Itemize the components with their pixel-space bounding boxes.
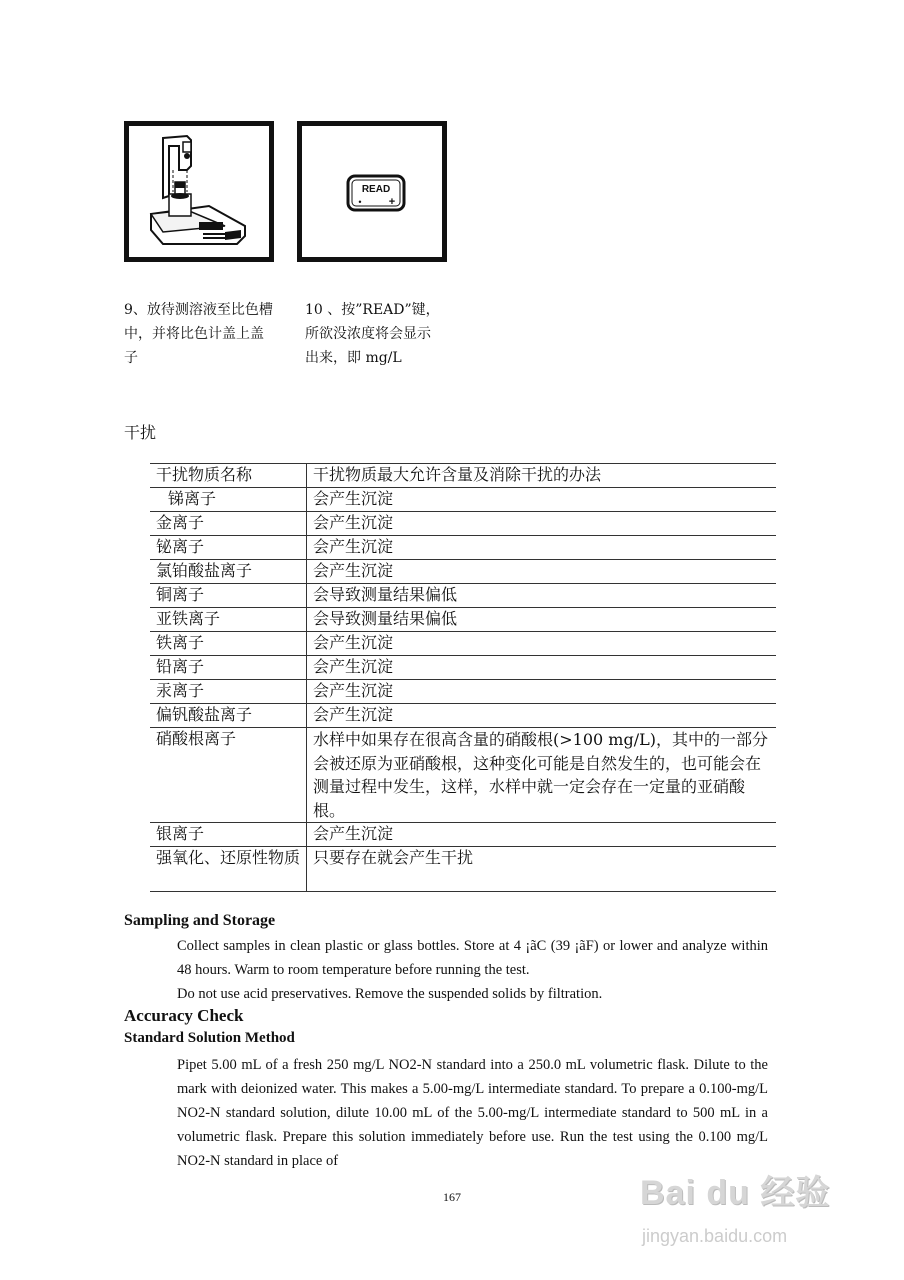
table-row bbox=[150, 632, 776, 656]
accuracy-subtitle: Standard Solution Method bbox=[124, 1030, 295, 1046]
substance-name: 偏钒酸盐离子 bbox=[150, 704, 307, 728]
caption-line: 子 bbox=[124, 350, 138, 366]
sampling-paragraph-2: Do not use acid preservatives. Remove the suspended solids by filtration. bbox=[177, 986, 603, 1002]
minus-dot-icon: • bbox=[358, 197, 362, 207]
table-row bbox=[150, 584, 776, 608]
table-row bbox=[150, 728, 776, 823]
colorimeter-illustration bbox=[129, 126, 269, 257]
table-row bbox=[150, 512, 776, 536]
table-row bbox=[150, 560, 776, 584]
interference-title: 干扰 bbox=[124, 423, 157, 442]
header-cell: 干扰物质最大允许含量及消除干扰的办法 bbox=[307, 464, 777, 488]
page-number: 167 bbox=[443, 1190, 461, 1204]
caption-line: 10 、按”READ”键， bbox=[305, 302, 440, 318]
substance-name: 强氧化、还原性物质 bbox=[150, 847, 307, 892]
interference-table bbox=[150, 463, 776, 892]
figure-read-button bbox=[297, 121, 447, 262]
watermark-url: jingyan.baidu.com bbox=[642, 1226, 788, 1246]
substance-desc: 水样中如果存在很高含量的硝酸根(>100 mg/L)，其中的一部分会被还原为亚硝酸根，这种变化可能是自然发生的，也可能会在测量过程中发生，这样，水样中就一定会存在一定量的亚硝酸根。 bbox=[307, 728, 777, 823]
table-row bbox=[150, 488, 776, 512]
table-row bbox=[150, 823, 776, 847]
figure-colorimeter-lid bbox=[124, 121, 274, 262]
header-cell: 干扰物质名称 bbox=[150, 464, 307, 488]
step-9-caption bbox=[124, 298, 284, 370]
table-row bbox=[150, 536, 776, 560]
table-row bbox=[150, 847, 776, 892]
substance-desc: 会产生沉淀 bbox=[307, 560, 777, 584]
substance-desc: 会导致测量结果偏低 bbox=[307, 608, 777, 632]
substance-name: 铅离子 bbox=[150, 656, 307, 680]
read-button-label: READ bbox=[361, 184, 391, 195]
plus-icon: + bbox=[388, 196, 396, 208]
substance-desc: 会产生沉淀 bbox=[307, 704, 777, 728]
table-row bbox=[150, 608, 776, 632]
substance-name: 亚铁离子 bbox=[150, 608, 307, 632]
substance-name: 金离子 bbox=[150, 512, 307, 536]
substance-name: 铜离子 bbox=[150, 584, 307, 608]
substance-name: 银离子 bbox=[150, 823, 307, 847]
watermark-logo: Bai du 经验 bbox=[640, 1174, 831, 1212]
substance-name: 硝酸根离子 bbox=[150, 728, 307, 823]
substance-desc: 只要存在就会产生干扰 bbox=[307, 847, 777, 892]
table-row bbox=[150, 680, 776, 704]
substance-name: 锑离子 bbox=[150, 488, 307, 512]
substance-desc: 会产生沉淀 bbox=[307, 488, 777, 512]
sampling-paragraph: Collect samples in clean plastic or glass bottles. Store at 4 ¡ãC (39 ¡ãF) or lower and analyze within 48 hours. Warm to room temperature before running the test. bbox=[177, 938, 768, 978]
caption-line: 9、放待测溶液至比色槽 bbox=[124, 302, 273, 318]
substance-name: 氯铂酸盐离子 bbox=[150, 560, 307, 584]
read-button-illustration bbox=[302, 126, 442, 257]
substance-desc: 会产生沉淀 bbox=[307, 632, 777, 656]
step-10-caption bbox=[305, 298, 465, 370]
substance-desc: 会产生沉淀 bbox=[307, 680, 777, 704]
substance-desc: 会产生沉淀 bbox=[307, 656, 777, 680]
table-row bbox=[150, 656, 776, 680]
substance-name: 汞离子 bbox=[150, 680, 307, 704]
substance-name: 铁离子 bbox=[150, 632, 307, 656]
caption-line: 所欲没浓度将会显示 bbox=[305, 326, 431, 342]
table-header-row bbox=[150, 464, 776, 488]
substance-desc: 会导致测量结果偏低 bbox=[307, 584, 777, 608]
caption-line: 中，并将比色计盖上盖 bbox=[124, 326, 264, 342]
caption-line: 出来，即 mg/L bbox=[305, 350, 402, 366]
accuracy-paragraph: Pipet 5.00 mL of a fresh 250 mg/L NO2-N standard into a 250.0 mL volumetric flask. Dilute to the mark with deionized water. This makes a 5.00-mg/L intermediate standard. To prepare a 0.100-mg/L NO2-N standard solution, dilute 10.00 mL of the 5.00-mg/L intermediate standard to 500 mL in a volumetric flask. Prepare this solution immediately before use. Run the test using the 0.100 mg/L NO2-N standard in place of bbox=[177, 1057, 768, 1169]
accuracy-title: Accuracy Check bbox=[124, 1006, 244, 1025]
substance-desc: 会产生沉淀 bbox=[307, 823, 777, 847]
table-row bbox=[150, 704, 776, 728]
substance-desc: 会产生沉淀 bbox=[307, 536, 777, 560]
substance-name: 铋离子 bbox=[150, 536, 307, 560]
sampling-title: Sampling and Storage bbox=[124, 912, 276, 929]
baidu-jingyan-watermark bbox=[640, 1165, 880, 1265]
substance-desc: 会产生沉淀 bbox=[307, 512, 777, 536]
